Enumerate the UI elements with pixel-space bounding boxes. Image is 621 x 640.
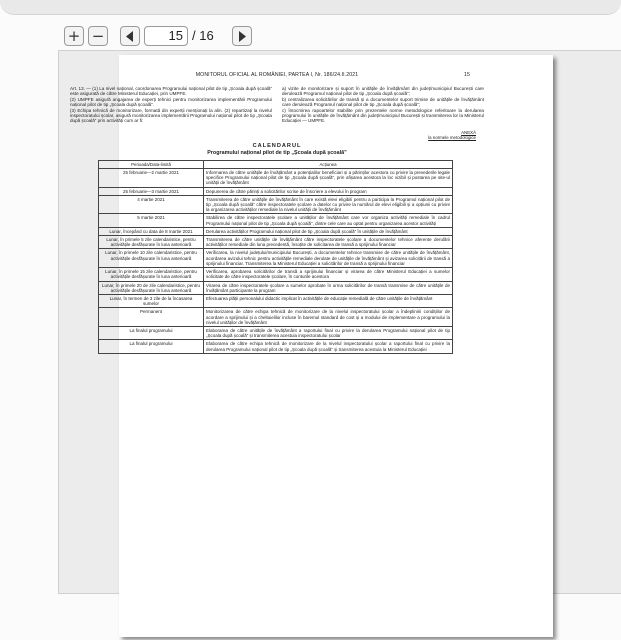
annex-title: ANEXĂ (461, 129, 476, 135)
left-column (70, 86, 272, 124)
action-cell: Monitorizarea de către echipa tehnică de monitorizare de la nivelul inspectoratului școlar a îndeplinirii condițiilor de acordare a sprijinului și a cheltuielilor incluse în baremul standard de cost și a modului de implementare a programului la nivelul unităților de învățământ (204, 308, 453, 327)
paragraph: Art. 13. — (1) La nivel național, coordonarea Programului național pilot de tip „Școala după școală” este asigurată de către Ministerul Educației, prin UMPFE. (70, 86, 272, 97)
period-cell: Lunar, în primele 20 de zile calendaristice, pentru activitățile desfășurate în luna anterioară (99, 281, 204, 294)
right-column (282, 86, 484, 124)
paragraph: (3) Echipa tehnică de monitorizare, formată din experții menționați la alin. (2) repartizați la nivelul inspectoratului școlar, asigură monitorizarea implementării Programului național pilot de tip „Școala după școală” prin activități cum ar fi: (70, 107, 272, 124)
action-cell: Transmiterea de către unitățile de învățământ către inspectoratele școlare a documentelor tehnice aferente derulării activităților remediale din luna precedentă, însoțite de solicitarea de transă a sprijinului financiar (204, 236, 453, 249)
action-cell: Transmiterea de către unitățile de învățământ în care există elevi eligibili pentru a participa la Programul național pilot de tip „Școala după școală” către inspectoratele școlare a datelor cu privire la numărul de elevi eligibili și a opțiunii cu privire la organizarea activităților remediale la nivelul unității de învățământ (204, 195, 453, 214)
period-cell: La finalul programului (99, 326, 204, 339)
action-cell: Elaborarea de către echipa tehnică de monitorizare de la nivelul inspectoratului școlar a raportului final cu privire la derularea Programului național pilot de tip „Școala după școală” și transmiterea acestuia la Ministerul Educației (204, 340, 453, 353)
table-row (99, 340, 453, 353)
arrow-right-icon (237, 31, 247, 42)
paragraph: (2) UMPFE asigură angajarea de experți tehnici pentru monitorizarea implementării Programului național pilot de tip „Școala după școală”. (70, 96, 272, 108)
period-cell: Lunar, în primele 5 zile calendaristice, pentru activitățile desfășurate în luna anterioară (99, 236, 204, 249)
table-row (99, 195, 453, 214)
table-header-row (99, 160, 453, 168)
zoom-in-button[interactable]: + (64, 26, 84, 46)
paragraph: a) vizite de monitorizare și suport în unitățile de învățământ din județ/municipiul București care derulează Programul național pilot de tip „Școala după școală”; (282, 86, 484, 97)
action-cell: Derularea activităților Programului național pilot de tip „Școala după școală” în unitățile de învățământ (204, 227, 453, 235)
period-cell: Lunar, în primele 10 zile calendaristice, pentru activitățile desfășurate în luna anterioară (99, 249, 204, 268)
page-content (62, 72, 492, 354)
arrow-left-icon (125, 31, 135, 42)
action-cell: Elaborarea de către unitățile de învățământ a raportului final cu privire la derularea Programului național pilot de tip „Școala după școală” și transmiterea acestuia inspectoratului școlar (204, 326, 453, 339)
annex-subtitle: la normele metodologice (428, 134, 476, 140)
action-cell: Efectuarea plății personalului didactic implicat în activitățile de educație remedială de către unitățile de învățământ (204, 294, 453, 307)
period-cell: Lunar, în termen de 3 zile de la încasarea sumelor (99, 294, 204, 307)
table-row (99, 268, 453, 281)
action-cell: Virarea de către inspectoratele școlare a sumelor aprobate în urma solicitărilor de transă transmise de către unitățile de învățământ participante la program (204, 281, 453, 294)
column-header: Perioada/Data-limită (99, 160, 204, 168)
calendar-table (98, 160, 453, 354)
table-row (99, 281, 453, 294)
page-number-input[interactable]: 15 (144, 26, 188, 46)
browser-top-bar (0, 0, 621, 15)
period-cell: Lunar, începând cu data de 8 martie 2021 (99, 227, 204, 235)
action-cell: Stabilirea de către inspectoratele școlare a unităților de învățământ care vor organiza activități remediale în cadrul Programului național pilot de tip „Școala după școală”, dintre cele care au optat pentru organizarea acestor activități (204, 214, 453, 227)
column-header: Acțiunea (204, 160, 453, 168)
total-pages-label: / 16 (192, 28, 214, 43)
page-header (62, 72, 492, 82)
table-row (99, 236, 453, 249)
table-row (99, 249, 453, 268)
period-cell: La finalul programului (99, 340, 204, 353)
header-page-number: 15 (464, 72, 470, 78)
previous-page-button[interactable] (120, 26, 140, 46)
action-cell: Verificarea, aprobarea solicitărilor de transă a sprijinului financiar și virarea de către Ministerul Educației a sumelor solicitate de către inspectoratele școlare, în conturile acestora (204, 268, 453, 281)
pdf-toolbar (58, 26, 618, 48)
period-cell: Permanent (99, 308, 204, 327)
table-row (99, 187, 453, 195)
table-row (99, 214, 453, 227)
action-cell: Depunerea de către părinți a solicitărilor scrise de înscriere a elevului în program (204, 187, 453, 195)
paragraph: c) întocmirea rapoartelor stabilite prin prezentele norme metodologice referitoare la derularea programului în unitățile de învățământ din județ/municipiul București și transmiterea lor la Ministerul Educației — UMPFE. (282, 107, 484, 124)
article-columns (70, 86, 484, 124)
header-title: MONITORUL OFICIAL AL ROMÂNIEI, PARTEA I, Nr. 186/24.II.2021 (195, 72, 359, 78)
calendar-title: CALENDARUL (252, 142, 302, 149)
annex-label (62, 130, 476, 140)
table-row (99, 294, 453, 307)
period-cell: 4 martie 2021 (99, 195, 204, 214)
action-cell: Verificarea, la nivelul județului/municipiului București, a documentelor tehnice transmise de către unitățile de învățământ, acordarea avizului tehnic pentru activitățile remediale derulate de unitățile de învățământ și avizarea solicitării de transă a sprijinului financiar. Transmiterea la Ministerul Educației a solicitărilor de transă a sprijinului financiar (204, 249, 453, 268)
period-cell: Lunar, în primele 15 zile calendaristice, pentru activitățile desfășurate în luna anterioară (99, 268, 204, 281)
period-cell: 5 martie 2021 (99, 214, 204, 227)
next-page-button[interactable] (232, 26, 252, 46)
period-cell: 25 februarie—2 martie 2021 (99, 169, 204, 188)
zoom-out-button[interactable]: − (88, 26, 108, 46)
paragraph: b) centralizarea solicitărilor de transă și a documentelor suport trimise de unitățile de învățământ care derulează Programul național pilot de tip „Școala după școală”; (282, 96, 484, 108)
table-row (99, 326, 453, 339)
period-cell: 25 februarie—3 martie 2021 (99, 187, 204, 195)
table-row (99, 227, 453, 235)
calendar-subtitle: Programului național pilot de tip „Școala după școală” (207, 149, 347, 156)
action-cell: Informarea de către unitățile de învățământ a potențialilor beneficiari și a părinților acestora cu privire la prevederile legale specifice Programului național pilot de tip „Școala după școală”, prin afișarea acestora la loc vizibil și postarea pe site-ul unității de învățământ (204, 169, 453, 188)
table-row (99, 308, 453, 327)
table-row (99, 169, 453, 188)
